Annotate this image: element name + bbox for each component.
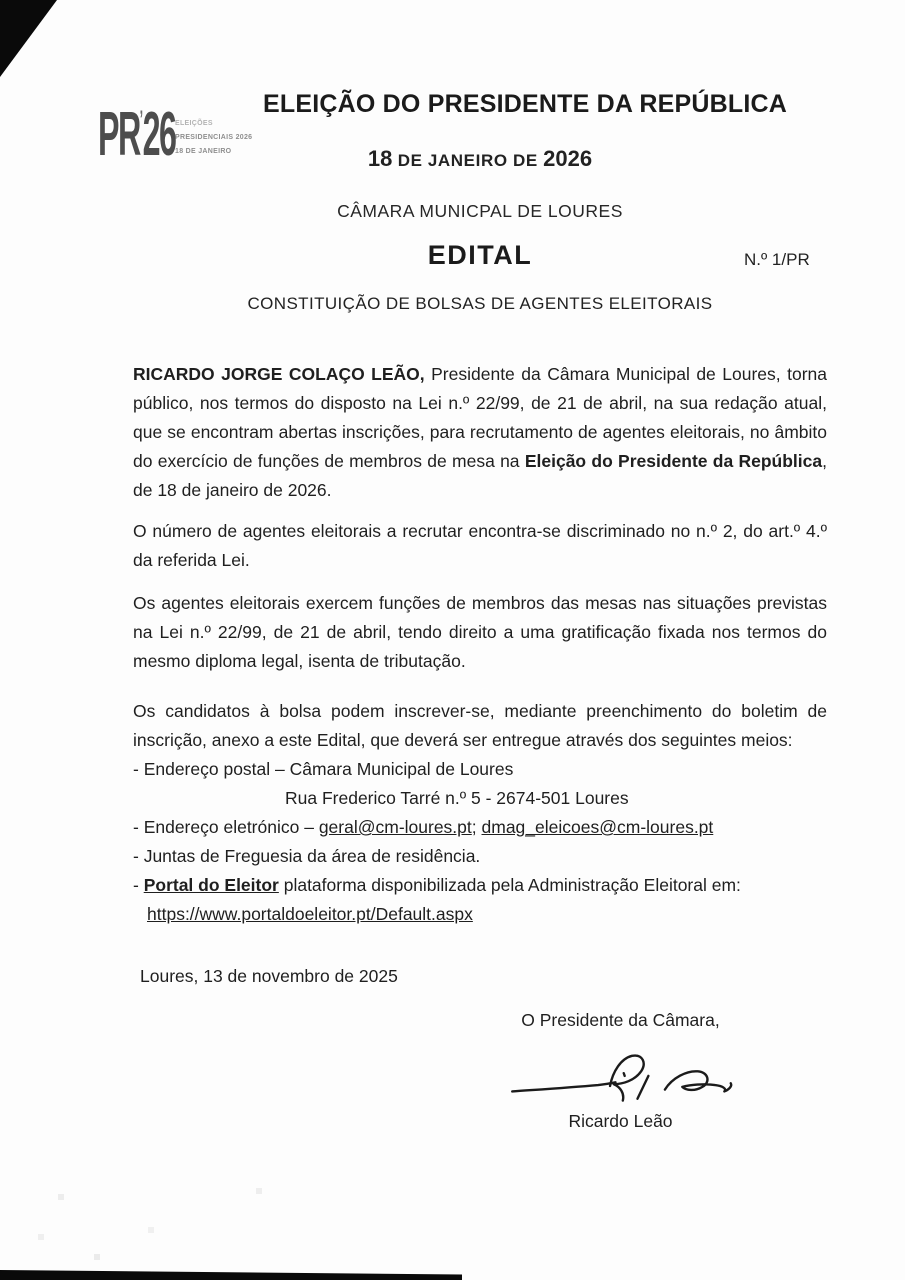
portal-dash: - bbox=[133, 875, 144, 895]
document-subject: CONSTITUIÇÃO DE BOLSAS DE AGENTES ELEITORAIS bbox=[247, 294, 713, 313]
paragraph-intro bbox=[133, 360, 827, 505]
pr26-logo-text: PR’26 bbox=[98, 100, 176, 169]
paragraph-intro-text-a: Presidente da Câmara Municipal de Loures, torna público, nos termos do disposto na Lei n.º 22/99, de 21 de abril, na sua redação atual, que se encontram abertas inscrições, para recrutamento de agentes eleitorais, no âmbito do exercício de funções de membros de mesa na bbox=[133, 364, 827, 471]
election-date-year: 2026 bbox=[543, 146, 593, 171]
signer-name: Ricardo Leão bbox=[568, 1111, 673, 1131]
portal-do-eleitor-label: Portal do Eleitor bbox=[143, 875, 279, 895]
election-date-line bbox=[55, 146, 905, 172]
election-date-day: 18 bbox=[367, 146, 393, 171]
list-item-email bbox=[133, 813, 827, 842]
municipality-name: CÂMARA MUNICPAL DE LOURES bbox=[337, 201, 623, 221]
paragraph-duties: Os agentes eleitorais exercem funções de membros das mesas nas situações previstas na Lei n.º 22/99, de 21 de abril, tendo direito a uma gratificação fixada nos termos do mesmo diploma legal, isenta de tributação. bbox=[133, 593, 827, 671]
email-prefix: - Endereço eletrónico – bbox=[133, 817, 319, 837]
email-link-geral: geral@cm-loures.pt bbox=[318, 817, 472, 837]
scan-artifact-bottom-bar bbox=[0, 1270, 462, 1280]
paragraph-registration: Os candidatos à bolsa podem inscrever-se, mediante preenchimento do boletim de inscrição, anexo a este Edital, que deverá ser entregue através dos seguintes meios: bbox=[133, 701, 827, 750]
paragraph-intro-text-b: , de 18 de janeiro de 2026. bbox=[133, 451, 827, 500]
document-title: ELEIÇÃO DO PRESIDENTE DA REPÚBLICA bbox=[263, 90, 787, 118]
signer-title: O Presidente da Câmara, bbox=[521, 1010, 720, 1030]
email-separator: ; bbox=[471, 817, 482, 837]
list-item-juntas: - Juntas de Freguesia da área de residência. bbox=[133, 846, 481, 866]
list-item-postal-address: Rua Frederico Tarré n.º 5 - 2674-501 Loures bbox=[285, 788, 629, 808]
signature-block bbox=[468, 1010, 773, 1132]
logo-caption-line3: 18 DE JANEIRO bbox=[175, 148, 232, 155]
scan-artifact-corner bbox=[0, 0, 57, 77]
email-link-dmag: dmag_eleicoes@cm-loures.pt bbox=[481, 817, 714, 837]
edital-heading: EDITAL bbox=[427, 240, 533, 270]
paragraph-recruitment-number: O número de agentes eleitorais a recrutar encontra-se discriminado no n.º 2, do art.º 4.º da referida Lei. bbox=[133, 521, 827, 570]
portal-url-link: https://www.portaldoeleitor.pt/Default.aspx bbox=[147, 904, 473, 924]
list-item-postal: - Endereço postal – Câmara Municipal de Loures bbox=[133, 759, 514, 779]
edital-number: N.º 1/PR bbox=[744, 250, 810, 269]
logo-caption-line2: PRESIDENCIAIS 2026 bbox=[175, 134, 253, 141]
signatory-name-bold: RICARDO JORGE COLAÇO LEÃO, bbox=[133, 364, 425, 384]
portal-description: plataforma disponibilizada pela Administração Eleitoral em: bbox=[278, 875, 741, 895]
election-name-bold: Eleição do Presidente da República bbox=[524, 451, 823, 471]
signature-image bbox=[501, 1043, 741, 1107]
list-item-portal-url bbox=[133, 900, 827, 929]
list-item-portal bbox=[133, 871, 827, 900]
logo-apostrophe: ’ bbox=[139, 106, 143, 133]
election-date-middle: DE JANEIRO DE bbox=[392, 151, 544, 170]
place-and-date: Loures, 13 de novembro de 2025 bbox=[140, 966, 398, 986]
document-body bbox=[133, 360, 827, 929]
logo-caption-line1: ELEIÇÕES bbox=[175, 120, 213, 127]
scan-noise-specks bbox=[0, 0, 2, 2]
